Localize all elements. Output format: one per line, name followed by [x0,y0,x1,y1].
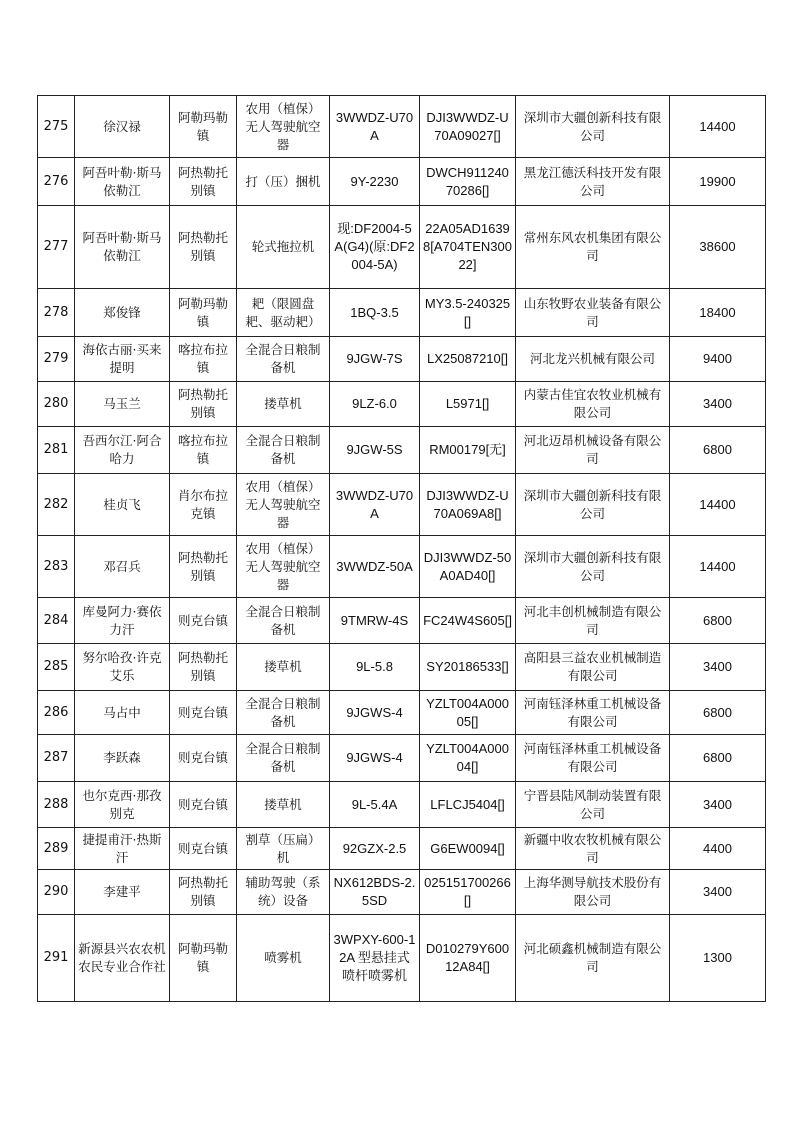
machine-model-cell: 3WWDZ-50A [330,536,420,598]
serial-number-cell: LFLCJ5404[] [420,782,516,828]
table-row [38,206,766,289]
manufacturer-cell: 内蒙古佳宜农牧业机械有限公司 [516,382,670,427]
row-number-cell: 276 [38,158,75,206]
subsidy-amount-cell: 6800 [670,691,766,735]
table-row [38,782,766,828]
serial-number-cell: DWCH91124070286[] [420,158,516,206]
serial-number-cell: 025151700266[] [420,870,516,915]
owner-name-cell: 海依古丽·买来提明 [75,337,170,382]
owner-name-cell: 郑俊锋 [75,289,170,337]
machine-model-cell: 9JGW-5S [330,427,420,474]
subsidy-amount-cell: 18400 [670,289,766,337]
machine-model-cell: 9JGW-7S [330,337,420,382]
subsidy-amount-cell: 14400 [670,474,766,536]
table-row [38,536,766,598]
machine-type-cell: 全混合日粮制备机 [237,691,330,735]
row-number-cell: 281 [38,427,75,474]
town-name-cell: 肖尔布拉克镇 [170,474,237,536]
town-name-cell: 则克台镇 [170,691,237,735]
table-row [38,915,766,1002]
table-row [38,828,766,870]
owner-name-cell: 马玉兰 [75,382,170,427]
row-number-cell: 285 [38,644,75,691]
subsidy-amount-cell: 6800 [670,598,766,644]
subsidy-amount-cell: 14400 [670,536,766,598]
town-name-cell: 喀拉布拉镇 [170,337,237,382]
machine-type-cell: 辅助驾驶（系统）设备 [237,870,330,915]
town-name-cell: 则克台镇 [170,598,237,644]
manufacturer-cell: 深圳市大疆创新科技有限公司 [516,536,670,598]
manufacturer-cell: 深圳市大疆创新科技有限公司 [516,96,670,158]
machine-type-cell: 搂草机 [237,782,330,828]
manufacturer-cell: 河北丰创机械制造有限公司 [516,598,670,644]
subsidy-table [37,95,766,1002]
subsidy-amount-cell: 38600 [670,206,766,289]
town-name-cell: 阿勒玛勒镇 [170,289,237,337]
table-row [38,96,766,158]
subsidy-amount-cell: 6800 [670,735,766,782]
owner-name-cell: 努尔哈孜·许克艾乐 [75,644,170,691]
machine-model-cell: 9L-5.8 [330,644,420,691]
machine-type-cell: 轮式拖拉机 [237,206,330,289]
manufacturer-cell: 河南钰泽林重工机械设备有限公司 [516,691,670,735]
machine-model-cell: 9TMRW-4S [330,598,420,644]
subsidy-amount-cell: 3400 [670,644,766,691]
machine-model-cell: 3WPXY-600-12A 型悬挂式喷杆喷雾机 [330,915,420,1002]
row-number-cell: 286 [38,691,75,735]
owner-name-cell: 李跃森 [75,735,170,782]
table-row [38,158,766,206]
serial-number-cell: 22A05AD16398[A704TEN30022] [420,206,516,289]
town-name-cell: 阿勒玛勒镇 [170,915,237,1002]
subsidy-amount-cell: 3400 [670,782,766,828]
owner-name-cell: 桂贞飞 [75,474,170,536]
serial-number-cell: DJI3WWDZ-U70A069A8[] [420,474,516,536]
town-name-cell: 喀拉布拉镇 [170,427,237,474]
machine-model-cell: 92GZX-2.5 [330,828,420,870]
table-row [38,598,766,644]
subsidy-amount-cell: 9400 [670,337,766,382]
town-name-cell: 阿热勒托别镇 [170,644,237,691]
row-number-cell: 291 [38,915,75,1002]
machine-model-cell: 9JGWS-4 [330,691,420,735]
owner-name-cell: 阿吾叶勒·斯马依勒江 [75,206,170,289]
town-name-cell: 则克台镇 [170,828,237,870]
subsidy-amount-cell: 3400 [670,870,766,915]
machine-model-cell: 3WWDZ-U70A [330,474,420,536]
row-number-cell: 289 [38,828,75,870]
machine-type-cell: 耙（限圆盘耙、驱动耙） [237,289,330,337]
owner-name-cell: 阿吾叶勒·斯马依勒江 [75,158,170,206]
town-name-cell: 阿勒玛勒镇 [170,96,237,158]
table-row [38,474,766,536]
machine-type-cell: 全混合日粮制备机 [237,427,330,474]
serial-number-cell: YZLT004A00004[] [420,735,516,782]
machine-type-cell: 搂草机 [237,644,330,691]
table-row [38,289,766,337]
row-number-cell: 282 [38,474,75,536]
subsidy-amount-cell: 19900 [670,158,766,206]
serial-number-cell: DJI3WWDZ-U70A09027[] [420,96,516,158]
row-number-cell: 283 [38,536,75,598]
serial-number-cell: LX25087210[] [420,337,516,382]
row-number-cell: 287 [38,735,75,782]
table-body [38,96,766,1002]
machine-type-cell: 农用（植保）无人驾驶航空器 [237,536,330,598]
manufacturer-cell: 宁晋县陆风制动装置有限公司 [516,782,670,828]
serial-number-cell: SY20186533[] [420,644,516,691]
machine-model-cell: 9JGWS-4 [330,735,420,782]
machine-model-cell: 3WWDZ-U70A [330,96,420,158]
machine-type-cell: 农用（植保）无人驾驶航空器 [237,96,330,158]
table-row [38,691,766,735]
machine-model-cell: 9LZ-6.0 [330,382,420,427]
owner-name-cell: 李建平 [75,870,170,915]
town-name-cell: 阿热勒托别镇 [170,158,237,206]
row-number-cell: 279 [38,337,75,382]
machine-type-cell: 喷雾机 [237,915,330,1002]
machine-type-cell: 全混合日粮制备机 [237,735,330,782]
owner-name-cell: 也尔克西·那孜别克 [75,782,170,828]
serial-number-cell: L5971[] [420,382,516,427]
row-number-cell: 277 [38,206,75,289]
serial-number-cell: DJI3WWDZ-50A0AD40[] [420,536,516,598]
owner-name-cell: 马占中 [75,691,170,735]
manufacturer-cell: 河北龙兴机械有限公司 [516,337,670,382]
town-name-cell: 阿热勒托别镇 [170,206,237,289]
machine-model-cell: NX612BDS-2.5SD [330,870,420,915]
town-name-cell: 则克台镇 [170,735,237,782]
manufacturer-cell: 上海华测导航技术股份有限公司 [516,870,670,915]
owner-name-cell: 捷提甫汗·热斯汗 [75,828,170,870]
subsidy-amount-cell: 3400 [670,382,766,427]
manufacturer-cell: 河北迈昂机械设备有限公司 [516,427,670,474]
machine-type-cell: 割草（压扁）机 [237,828,330,870]
owner-name-cell: 新源县兴农农机农民专业合作社 [75,915,170,1002]
machine-type-cell: 打（压）捆机 [237,158,330,206]
manufacturer-cell: 河南钰泽林重工机械设备有限公司 [516,735,670,782]
serial-number-cell: YZLT004A00005[] [420,691,516,735]
town-name-cell: 阿热勒托别镇 [170,382,237,427]
table-row [38,427,766,474]
serial-number-cell: FC24W4S605[] [420,598,516,644]
serial-number-cell: MY3.5-240325[] [420,289,516,337]
row-number-cell: 275 [38,96,75,158]
owner-name-cell: 库曼阿力·赛依力汗 [75,598,170,644]
row-number-cell: 280 [38,382,75,427]
row-number-cell: 288 [38,782,75,828]
town-name-cell: 阿热勒托别镇 [170,870,237,915]
row-number-cell: 278 [38,289,75,337]
owner-name-cell: 邓召兵 [75,536,170,598]
town-name-cell: 阿热勒托别镇 [170,536,237,598]
serial-number-cell: RM00179[无] [420,427,516,474]
subsidy-amount-cell: 14400 [670,96,766,158]
serial-number-cell: D010279Y60012A84[] [420,915,516,1002]
manufacturer-cell: 河北硕鑫机械制造有限公司 [516,915,670,1002]
table-row [38,735,766,782]
owner-name-cell: 吾西尔江·阿合哈力 [75,427,170,474]
row-number-cell: 290 [38,870,75,915]
machine-model-cell: 9L-5.4A [330,782,420,828]
machine-type-cell: 搂草机 [237,382,330,427]
subsidy-amount-cell: 1300 [670,915,766,1002]
table-row [38,644,766,691]
manufacturer-cell: 黑龙江德沃科技开发有限公司 [516,158,670,206]
machine-type-cell: 全混合日粮制备机 [237,598,330,644]
manufacturer-cell: 新疆中收农牧机械有限公司 [516,828,670,870]
table-row [38,382,766,427]
manufacturer-cell: 山东牧野农业装备有限公司 [516,289,670,337]
manufacturer-cell: 常州东风农机集团有限公司 [516,206,670,289]
table-row [38,870,766,915]
town-name-cell: 则克台镇 [170,782,237,828]
subsidy-amount-cell: 4400 [670,828,766,870]
machine-type-cell: 全混合日粮制备机 [237,337,330,382]
row-number-cell: 284 [38,598,75,644]
machine-model-cell: 现:DF2004-5A(G4)(原:DF2004-5A) [330,206,420,289]
owner-name-cell: 徐汉禄 [75,96,170,158]
machine-model-cell: 9Y-2230 [330,158,420,206]
subsidy-amount-cell: 6800 [670,427,766,474]
machine-type-cell: 农用（植保）无人驾驶航空器 [237,474,330,536]
table-row [38,337,766,382]
machine-model-cell: 1BQ-3.5 [330,289,420,337]
serial-number-cell: G6EW0094[] [420,828,516,870]
manufacturer-cell: 深圳市大疆创新科技有限公司 [516,474,670,536]
manufacturer-cell: 高阳县三益农业机械制造有限公司 [516,644,670,691]
